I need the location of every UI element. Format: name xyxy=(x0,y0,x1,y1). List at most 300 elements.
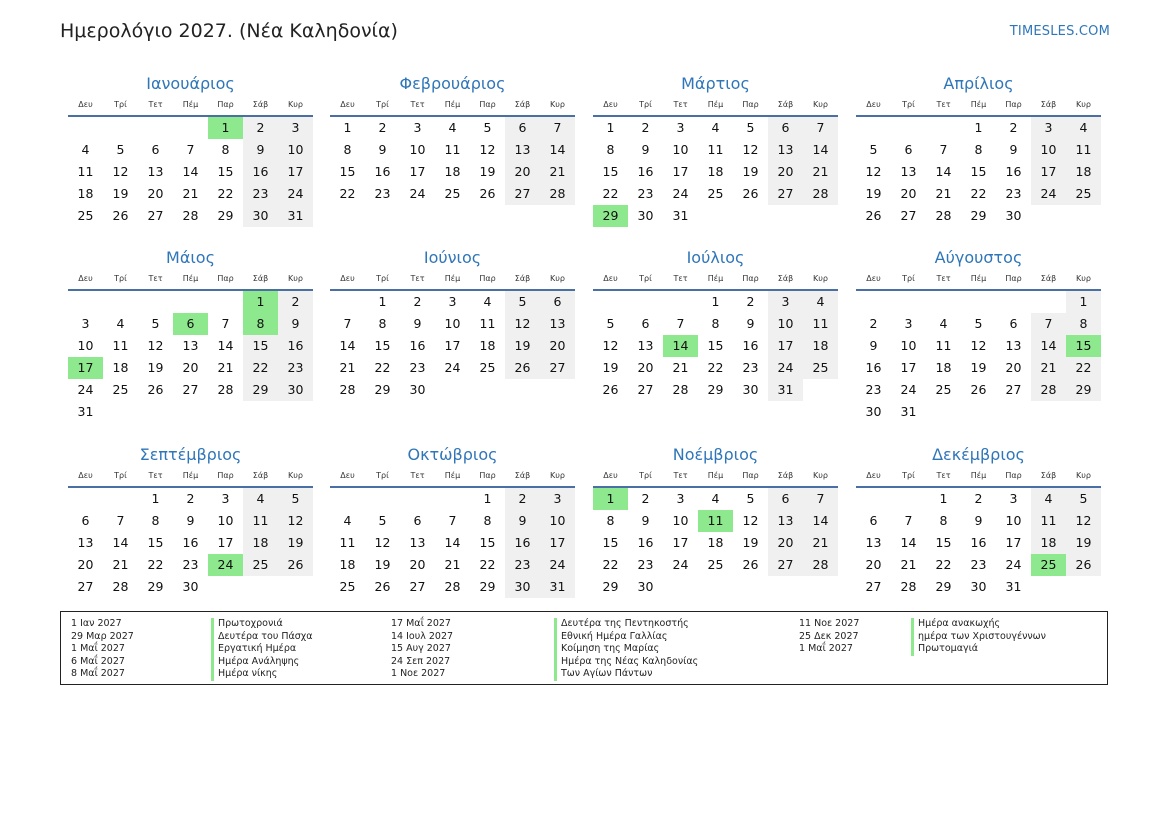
weekday-label: Τετ xyxy=(673,471,688,480)
day-cell: 16 xyxy=(970,535,987,550)
day-cell: 15 xyxy=(602,164,619,179)
empty-cell xyxy=(663,291,698,313)
holiday-name: Ημέρα νίκης xyxy=(211,668,313,681)
day-cell: 5 xyxy=(606,316,615,331)
empty-cell xyxy=(138,291,173,313)
holiday-name: Εθνική Ημέρα Γαλλίας xyxy=(554,631,698,644)
day-cell: 1 xyxy=(208,117,243,139)
empty-cell xyxy=(1066,576,1101,598)
brand-link[interactable]: TIMESLES.COM xyxy=(1009,24,1110,39)
day-cell: 1 xyxy=(483,491,492,506)
empty-cell xyxy=(891,488,926,510)
week-row xyxy=(330,183,575,205)
day-cell: 26 xyxy=(742,557,759,572)
day-cell: 21 xyxy=(217,360,234,375)
empty-cell xyxy=(173,291,208,313)
day-cell: 26 xyxy=(742,186,759,201)
day-cell: 22 xyxy=(970,186,987,201)
week-row xyxy=(330,117,575,139)
month-name: Απρίλιος xyxy=(943,74,1014,93)
day-cell: 26 xyxy=(374,579,391,594)
day-cell: 31 xyxy=(672,208,689,223)
day-cell: 27 xyxy=(147,208,164,223)
month-calendar xyxy=(330,247,575,401)
day-cell: 23 xyxy=(182,557,199,572)
week-row xyxy=(593,313,838,335)
month-name: Οκτώβριος xyxy=(407,445,498,464)
holiday-name: ημέρα των Χριστουγέννων xyxy=(911,631,1046,644)
day-cell: 2 xyxy=(243,117,278,139)
day-cell: 15 xyxy=(707,338,724,353)
day-cell: 19 xyxy=(742,164,759,179)
day-cell: 4 xyxy=(343,513,352,528)
day-cell: 16 xyxy=(374,164,391,179)
day-cell: 28 xyxy=(540,183,575,205)
week-row xyxy=(593,335,838,357)
weekday-label: Δευ xyxy=(78,100,93,109)
empty-cell xyxy=(365,488,400,510)
day-cell: 27 xyxy=(768,183,803,205)
empty-cell xyxy=(435,379,470,401)
weekday-label: Παρ xyxy=(742,100,759,109)
day-cell: 6 xyxy=(641,316,650,331)
day-cell: 26 xyxy=(278,554,313,576)
holiday-dates-col-1 xyxy=(71,618,134,681)
week-row xyxy=(68,139,313,161)
day-cell: 29 xyxy=(243,379,278,401)
weekday-label: Τρί xyxy=(639,100,652,109)
week-row xyxy=(593,532,838,554)
holiday-names-col-2 xyxy=(554,618,698,681)
week-row xyxy=(856,510,1101,532)
day-cell: 18 xyxy=(935,360,952,375)
empty-cell xyxy=(856,117,891,139)
empty-cell xyxy=(505,379,540,401)
day-cell: 18 xyxy=(444,164,461,179)
empty-cell xyxy=(330,488,365,510)
month-calendar xyxy=(593,73,838,227)
day-cell: 14 xyxy=(1031,335,1066,357)
holiday-name: Των Αγίων Πάντων xyxy=(554,668,698,681)
day-cell: 20 xyxy=(900,186,917,201)
weekday-label: Σάβ xyxy=(252,274,269,283)
day-cell: 16 xyxy=(243,161,278,183)
weekday-header xyxy=(330,468,575,484)
week-row xyxy=(330,139,575,161)
day-cell: 21 xyxy=(444,557,461,572)
weekday-label: Πέμ xyxy=(182,100,199,109)
empty-cell xyxy=(103,488,138,510)
weekday-label: Σάβ xyxy=(777,274,794,283)
day-cell: 22 xyxy=(339,186,356,201)
weekday-header xyxy=(593,271,838,287)
day-cell: 19 xyxy=(742,535,759,550)
day-cell: 21 xyxy=(803,532,838,554)
weekday-label: Πέμ xyxy=(444,274,461,283)
day-cell: 6 xyxy=(173,313,208,335)
day-cell: 4 xyxy=(116,316,125,331)
day-cell: 28 xyxy=(900,579,917,594)
weekday-label: Κυρ xyxy=(813,100,828,109)
week-row xyxy=(330,510,575,532)
day-cell: 25 xyxy=(1031,554,1066,576)
day-cell: 25 xyxy=(803,357,838,379)
day-cell: 8 xyxy=(243,313,278,335)
day-cell: 20 xyxy=(147,186,164,201)
weekday-header xyxy=(330,97,575,113)
empty-cell xyxy=(103,291,138,313)
holiday-dates-col-2 xyxy=(391,618,453,681)
month-name: Ιούλιος xyxy=(686,248,745,267)
day-cell: 9 xyxy=(1009,142,1018,157)
day-cell: 10 xyxy=(540,510,575,532)
day-cell: 20 xyxy=(768,532,803,554)
day-cell: 31 xyxy=(77,404,94,419)
week-row xyxy=(330,313,575,335)
empty-cell xyxy=(330,291,365,313)
day-cell: 25 xyxy=(112,382,129,397)
empty-cell xyxy=(540,379,575,401)
day-cell: 27 xyxy=(77,579,94,594)
day-cell: 22 xyxy=(707,360,724,375)
day-cell: 30 xyxy=(243,205,278,227)
day-cell: 25 xyxy=(339,579,356,594)
day-cell: 17 xyxy=(409,164,426,179)
day-cell: 18 xyxy=(707,164,724,179)
day-cell: 28 xyxy=(935,208,952,223)
week-row xyxy=(330,335,575,357)
holiday-name: Πρωτομαγιά xyxy=(911,643,1046,656)
day-cell: 17 xyxy=(444,338,461,353)
empty-cell xyxy=(961,401,996,423)
weekday-label: Τρί xyxy=(114,100,127,109)
day-cell: 22 xyxy=(935,557,952,572)
weekday-label: Παρ xyxy=(217,274,234,283)
empty-cell xyxy=(856,488,891,510)
day-cell: 27 xyxy=(505,183,540,205)
weekday-label: Κυρ xyxy=(288,100,303,109)
empty-cell xyxy=(103,117,138,139)
week-row xyxy=(68,379,313,401)
day-cell: 4 xyxy=(711,491,720,506)
day-cell: 9 xyxy=(278,313,313,335)
empty-cell xyxy=(278,401,313,423)
day-cell: 10 xyxy=(1031,139,1066,161)
month-calendar xyxy=(330,73,575,205)
week-row xyxy=(856,576,1101,598)
day-cell: 12 xyxy=(970,338,987,353)
weekday-label: Πέμ xyxy=(707,471,724,480)
day-cell: 11 xyxy=(1031,510,1066,532)
day-cell: 18 xyxy=(112,360,129,375)
day-cell: 4 xyxy=(1066,117,1101,139)
week-row xyxy=(593,379,838,401)
day-cell: 3 xyxy=(1009,491,1018,506)
week-row xyxy=(593,576,838,598)
day-cell: 3 xyxy=(81,316,90,331)
holiday-date: 17 Μαΐ 2027 xyxy=(391,618,451,629)
empty-cell xyxy=(1031,205,1066,227)
day-cell: 26 xyxy=(112,208,129,223)
week-row xyxy=(593,554,838,576)
holiday-name: Δευτέρα του Πάσχα xyxy=(211,631,313,644)
day-cell: 28 xyxy=(672,382,689,397)
weekday-label: Κυρ xyxy=(1076,100,1091,109)
day-cell: 15 xyxy=(147,535,164,550)
weekday-label: Πέμ xyxy=(182,471,199,480)
weekday-label: Κυρ xyxy=(288,471,303,480)
day-cell: 1 xyxy=(151,491,160,506)
day-cell: 23 xyxy=(865,382,882,397)
week-row xyxy=(330,357,575,379)
day-cell: 5 xyxy=(1066,488,1101,510)
empty-cell xyxy=(470,379,505,401)
page-title: Ημερολόγιο 2027. (Νέα Καληδονία) xyxy=(60,20,398,42)
day-cell: 6 xyxy=(81,513,90,528)
empty-cell xyxy=(400,488,435,510)
day-cell: 15 xyxy=(602,535,619,550)
day-cell: 24 xyxy=(444,360,461,375)
weekday-label: Σάβ xyxy=(1040,471,1057,480)
day-cell: 9 xyxy=(505,510,540,532)
day-cell: 8 xyxy=(1066,313,1101,335)
day-cell: 24 xyxy=(1005,557,1022,572)
holiday-name: Ημέρα ανακωχής xyxy=(911,618,1046,631)
day-cell: 27 xyxy=(865,579,882,594)
day-cell: 2 xyxy=(746,294,755,309)
weekday-label: Τρί xyxy=(114,274,127,283)
day-cell: 16 xyxy=(182,535,199,550)
week-row xyxy=(856,183,1101,205)
day-cell: 2 xyxy=(413,294,422,309)
empty-cell xyxy=(698,576,733,598)
day-cell: 10 xyxy=(900,338,917,353)
month-name: Ιανουάριος xyxy=(146,74,235,93)
day-cell: 1 xyxy=(243,291,278,313)
empty-cell xyxy=(68,291,103,313)
day-cell: 12 xyxy=(479,142,496,157)
weekday-label: Πέμ xyxy=(970,471,987,480)
day-cell: 6 xyxy=(505,117,540,139)
weekday-label: Πέμ xyxy=(707,100,724,109)
day-cell: 13 xyxy=(147,164,164,179)
day-cell: 18 xyxy=(707,535,724,550)
week-row xyxy=(68,205,313,227)
day-cell: 25 xyxy=(77,208,94,223)
day-cell: 22 xyxy=(243,357,278,379)
weekday-label: Σάβ xyxy=(1040,274,1057,283)
day-cell: 24 xyxy=(540,554,575,576)
week-row xyxy=(68,357,313,379)
day-cell: 14 xyxy=(663,335,698,357)
weekday-label: Τρί xyxy=(902,100,915,109)
day-cell: 12 xyxy=(374,535,391,550)
week-row xyxy=(856,379,1101,401)
weekday-label: Δευ xyxy=(866,100,881,109)
day-cell: 12 xyxy=(865,164,882,179)
week-row xyxy=(593,291,838,313)
day-cell: 14 xyxy=(900,535,917,550)
day-cell: 11 xyxy=(803,313,838,335)
day-cell: 9 xyxy=(378,142,387,157)
empty-cell xyxy=(996,291,1031,313)
month-name: Μάιος xyxy=(166,248,215,267)
weekday-label: Πέμ xyxy=(444,100,461,109)
day-cell: 14 xyxy=(803,510,838,532)
empty-cell xyxy=(803,576,838,598)
weekday-label: Δευ xyxy=(340,471,355,480)
month-name: Δεκέμβριος xyxy=(932,445,1025,464)
weekday-label: Κυρ xyxy=(813,471,828,480)
day-cell: 22 xyxy=(1066,357,1101,379)
weekday-label: Δευ xyxy=(603,274,618,283)
day-cell: 14 xyxy=(112,535,129,550)
weekday-label: Σάβ xyxy=(252,471,269,480)
day-cell: 26 xyxy=(602,382,619,397)
day-cell: 24 xyxy=(768,357,803,379)
day-cell: 22 xyxy=(374,360,391,375)
month-name: Μάρτιος xyxy=(681,74,750,93)
week-row xyxy=(856,335,1101,357)
empty-cell xyxy=(243,401,278,423)
day-cell: 11 xyxy=(77,164,94,179)
day-cell: 20 xyxy=(540,335,575,357)
day-cell: 7 xyxy=(540,117,575,139)
week-row xyxy=(593,183,838,205)
week-row xyxy=(68,510,313,532)
day-cell: 2 xyxy=(974,491,983,506)
day-cell: 29 xyxy=(147,579,164,594)
month-calendar xyxy=(856,247,1101,423)
day-cell: 19 xyxy=(970,360,987,375)
day-cell: 29 xyxy=(479,579,496,594)
day-cell: 8 xyxy=(974,142,983,157)
day-cell: 17 xyxy=(1005,535,1022,550)
week-row xyxy=(68,488,313,510)
day-cell: 7 xyxy=(343,316,352,331)
day-cell: 3 xyxy=(1031,117,1066,139)
week-row xyxy=(856,488,1101,510)
day-cell: 6 xyxy=(768,488,803,510)
week-row xyxy=(593,139,838,161)
day-cell: 11 xyxy=(707,142,724,157)
day-cell: 29 xyxy=(602,579,619,594)
day-cell: 18 xyxy=(803,335,838,357)
weekday-label: Τετ xyxy=(673,100,688,109)
empty-cell xyxy=(768,205,803,227)
day-cell: 8 xyxy=(606,513,615,528)
empty-cell xyxy=(278,576,313,598)
weekday-header xyxy=(593,468,838,484)
day-cell: 30 xyxy=(278,379,313,401)
holiday-date: 11 Νοε 2027 xyxy=(799,618,860,629)
week-row xyxy=(856,161,1101,183)
week-row xyxy=(330,532,575,554)
day-cell: 12 xyxy=(602,338,619,353)
day-cell: 10 xyxy=(1005,513,1022,528)
weekday-label: Τετ xyxy=(410,274,425,283)
day-cell: 27 xyxy=(540,357,575,379)
day-cell: 7 xyxy=(676,316,685,331)
day-cell: 28 xyxy=(217,382,234,397)
day-cell: 4 xyxy=(243,488,278,510)
day-cell: 7 xyxy=(116,513,125,528)
day-cell: 19 xyxy=(147,360,164,375)
week-row xyxy=(68,117,313,139)
day-cell: 26 xyxy=(1066,554,1101,576)
day-cell: 8 xyxy=(378,316,387,331)
day-cell: 21 xyxy=(1031,357,1066,379)
day-cell: 11 xyxy=(698,510,733,532)
day-cell: 17 xyxy=(278,161,313,183)
weekday-label: Παρ xyxy=(1005,274,1022,283)
weekday-label: Τρί xyxy=(639,274,652,283)
day-cell: 5 xyxy=(278,488,313,510)
day-cell: 26 xyxy=(147,382,164,397)
weekday-label: Τρί xyxy=(114,471,127,480)
day-cell: 21 xyxy=(803,161,838,183)
weekday-label: Δευ xyxy=(603,471,618,480)
day-cell: 7 xyxy=(186,142,195,157)
week-row xyxy=(593,205,838,227)
holiday-name: Ημέρα Ανάληψης xyxy=(211,656,313,669)
empty-cell xyxy=(138,401,173,423)
weekday-label: Πέμ xyxy=(182,274,199,283)
week-row xyxy=(330,576,575,598)
day-cell: 18 xyxy=(1031,532,1066,554)
day-cell: 10 xyxy=(217,513,234,528)
day-cell: 30 xyxy=(637,208,654,223)
day-cell: 10 xyxy=(77,338,94,353)
day-cell: 18 xyxy=(339,557,356,572)
weekday-label: Πέμ xyxy=(444,471,461,480)
day-cell: 1 xyxy=(711,294,720,309)
day-cell: 17 xyxy=(900,360,917,375)
holiday-date: 1 Νοε 2027 xyxy=(391,668,446,679)
day-cell: 6 xyxy=(540,291,575,313)
weekday-label: Κυρ xyxy=(550,274,565,283)
week-row xyxy=(68,313,313,335)
day-cell: 23 xyxy=(505,554,540,576)
day-cell: 22 xyxy=(602,186,619,201)
day-cell: 3 xyxy=(413,120,422,135)
empty-cell xyxy=(593,291,628,313)
day-cell: 5 xyxy=(869,142,878,157)
week-row xyxy=(856,205,1101,227)
week-row xyxy=(68,291,313,313)
week-row xyxy=(593,488,838,510)
empty-cell xyxy=(663,576,698,598)
holiday-name: Ημέρα της Νέας Καληδονίας xyxy=(554,656,698,669)
weekday-header xyxy=(68,97,313,113)
month-calendar xyxy=(68,444,313,598)
weekday-label: Παρ xyxy=(217,471,234,480)
day-cell: 30 xyxy=(505,576,540,598)
week-row xyxy=(68,554,313,576)
day-cell: 13 xyxy=(77,535,94,550)
holiday-name: Πρωτοχρονιά xyxy=(211,618,313,631)
day-cell: 21 xyxy=(672,360,689,375)
day-cell: 2 xyxy=(641,491,650,506)
day-cell: 7 xyxy=(803,117,838,139)
weekday-label: Τετ xyxy=(936,471,951,480)
weekday-label: Παρ xyxy=(742,274,759,283)
empty-cell xyxy=(173,401,208,423)
day-cell: 1 xyxy=(593,488,628,510)
day-cell: 13 xyxy=(1005,338,1022,353)
weekday-label: Κυρ xyxy=(813,274,828,283)
day-cell: 9 xyxy=(186,513,195,528)
